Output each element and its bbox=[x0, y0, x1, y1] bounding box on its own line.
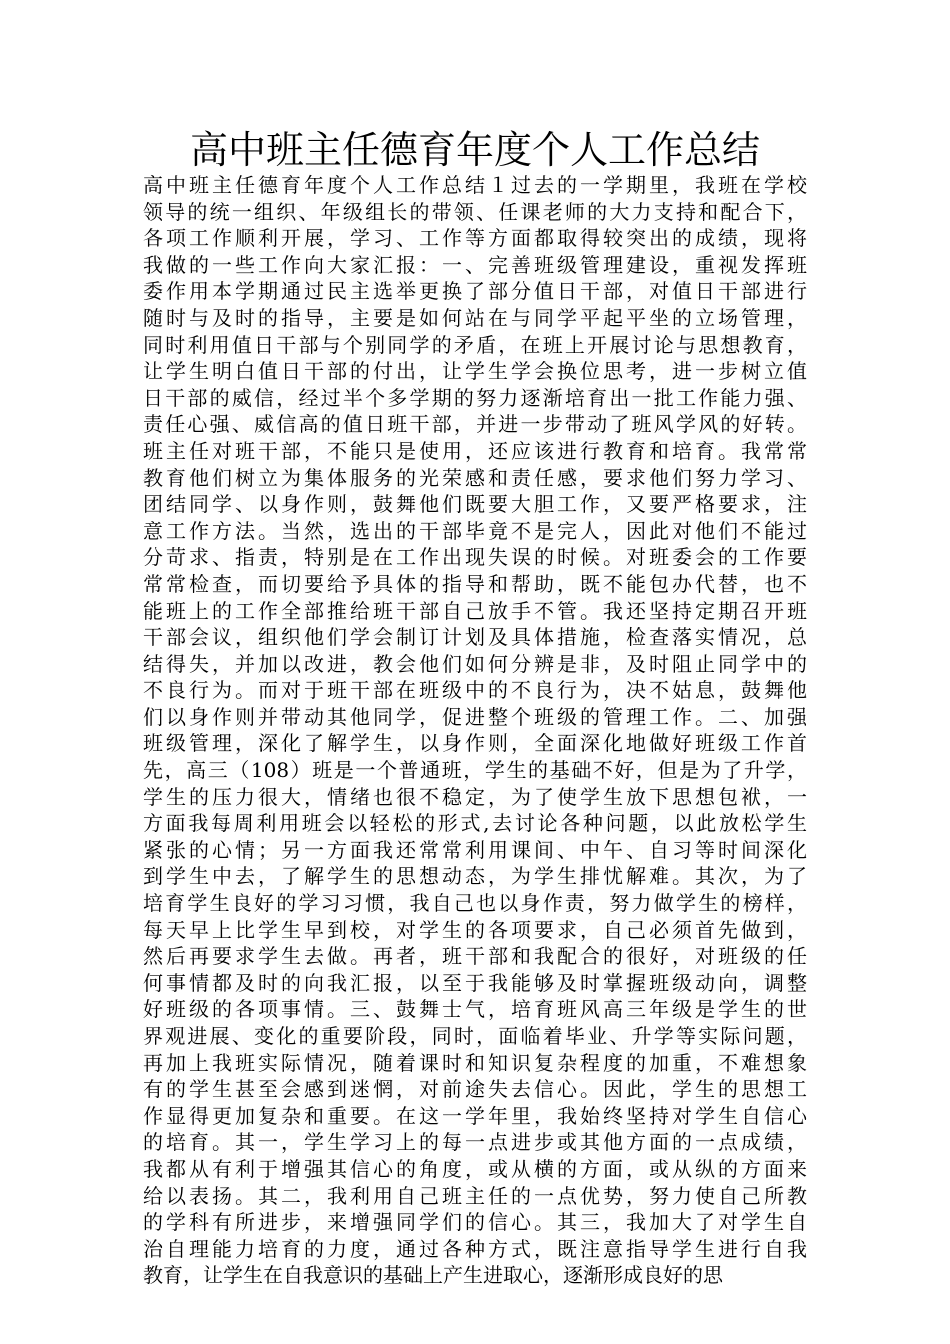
body-line: 治自理能力培育的力度，通过各种方式，既注意指导学生进行自我 bbox=[143, 1236, 807, 1261]
body-line: 不良行为。而对于班干部在班级中的不良行为，决不姑息，鼓舞他 bbox=[143, 678, 807, 703]
body-line: 同时利用值日干部与个别同学的矛盾，在班上开展讨论与思想教育， bbox=[143, 332, 807, 357]
body-line: 委作用本学期通过民主选举更换了部分值日干部，对值日干部进行 bbox=[143, 279, 807, 304]
body-line: 有的学生甚至会感到迷惘，对前途失去信心。因此，学生的思想工 bbox=[143, 1077, 807, 1102]
body-line: 能班上的工作全部推给班干部自己放手不管。我还坚持定期召开班 bbox=[143, 598, 807, 623]
body-line: 作显得更加复杂和重要。在这一学年里，我始终坚持对学生自信心 bbox=[143, 1103, 807, 1128]
body-line: 再加上我班实际情况，随着课时和知识复杂程度的加重，不难想象 bbox=[143, 1050, 807, 1075]
body-line: 紧张的心情；另一方面我还常常利用课间、中午、自习等时间深化 bbox=[143, 837, 807, 862]
body-line: 培育学生良好的学习习惯，我自己也以身作责，努力做学生的榜样， bbox=[143, 891, 807, 916]
document-title: 高中班主任德育年度个人工作总结 bbox=[189, 128, 760, 172]
document-body bbox=[143, 172, 807, 1289]
body-line: 意工作方法。当然，选出的干部毕竟不是完人，因此对他们不能过 bbox=[143, 518, 807, 543]
body-line: 让学生明白值日干部的付出，让学生学会换位思考，进一步树立值 bbox=[143, 359, 807, 384]
body-line: 方面我每周利用班会以轻松的形式,去讨论各种问题，以此放松学生 bbox=[143, 811, 807, 836]
body-line: 日干部的威信，经过半个多学期的努力逐渐培育出一批工作能力强、 bbox=[143, 385, 807, 410]
body-line: 随时与及时的指导，主要是如何站在与同学平起平坐的立场管理， bbox=[143, 305, 807, 330]
body-line: 领导的统一组织、年级组长的带领、任课老师的大力支持和配合下， bbox=[143, 199, 807, 224]
body-line: 我做的一些工作向大家汇报：一、完善班级管理建设，重视发挥班 bbox=[143, 252, 807, 277]
body-line: 给以表扬。其二，我利用自己班主任的一点优势，努力使自己所教 bbox=[143, 1183, 807, 1208]
body-line: 各项工作顺利开展，学习、工作等方面都取得较突出的成绩，现将 bbox=[143, 226, 807, 251]
body-line: 高中班主任德育年度个人工作总结１过去的一学期里，我班在学校 bbox=[143, 173, 807, 197]
body-line: 团结同学、以身作则，鼓舞他们既要大胆工作，又要严格要求，注 bbox=[143, 492, 807, 517]
body-line: 教育，让学生在自我意识的基础上产生进取心，逐渐形成良好的思 bbox=[143, 1263, 723, 1288]
body-line: 的培育。其一，学生学习上的每一点进步或其他方面的一点成绩， bbox=[143, 1130, 807, 1155]
body-line: 干部会议，组织他们学会制订计划及具体措施，检查落实情况，总 bbox=[143, 625, 807, 650]
body-line: 何事情都及时的向我汇报，以至于我能够及时掌握班级动向，调整 bbox=[143, 970, 807, 995]
body-line: 教育他们树立为集体服务的光荣感和责任感，要求他们努力学习、 bbox=[143, 465, 807, 490]
body-line: 班主任对班干部，不能只是使用，还应该进行教育和培育。我常常 bbox=[143, 438, 807, 463]
body-line: 到学生中去，了解学生的思想动态，为学生排忧解难。其次，为了 bbox=[143, 864, 807, 889]
body-line: 我都从有利于增强其信心的角度，或从横的方面，或从纵的方面来 bbox=[143, 1156, 807, 1181]
body-line: 结得失，并加以改进，教会他们如何分辨是非，及时阻止同学中的 bbox=[143, 651, 807, 676]
body-line: 分苛求、指责，特别是在工作出现失误的时候。对班委会的工作要 bbox=[143, 545, 807, 570]
body-line: 界观进展、变化的重要阶段，同时，面临着毕业、升学等实际问题， bbox=[143, 1024, 807, 1048]
body-line: 先，高三（108）班是一个普通班，学生的基础不好，但是为了升学， bbox=[143, 758, 807, 783]
body-line: 们以身作则并带动其他同学，促进整个班级的管理工作。二、加强 bbox=[143, 704, 807, 729]
body-line: 每天早上比学生早到校，对学生的各项要求，自己必须首先做到， bbox=[143, 917, 807, 942]
body-line: 然后再要求学生去做。再者，班干部和我配合的很好，对班级的任 bbox=[143, 944, 807, 969]
body-line: 好班级的各项事情。三、鼓舞士气，培育班风高三年级是学生的世 bbox=[143, 997, 807, 1022]
body-line: 常常检查，而切要给予具体的指导和帮助，既不能包办代替，也不 bbox=[143, 571, 807, 596]
body-line: 学生的压力很大，情绪也很不稳定，为了使学生放下思想包袱，一 bbox=[143, 784, 807, 809]
body-line: 班级管理，深化了解学生，以身作则，全面深化地做好班级工作首 bbox=[143, 731, 807, 756]
body-line: 的学科有所进步，来增强同学们的信心。其三，我加大了对学生自 bbox=[143, 1210, 807, 1235]
body-line: 责任心强、威信高的值日班干部，并进一步带动了班风学风的好转。 bbox=[143, 412, 807, 437]
